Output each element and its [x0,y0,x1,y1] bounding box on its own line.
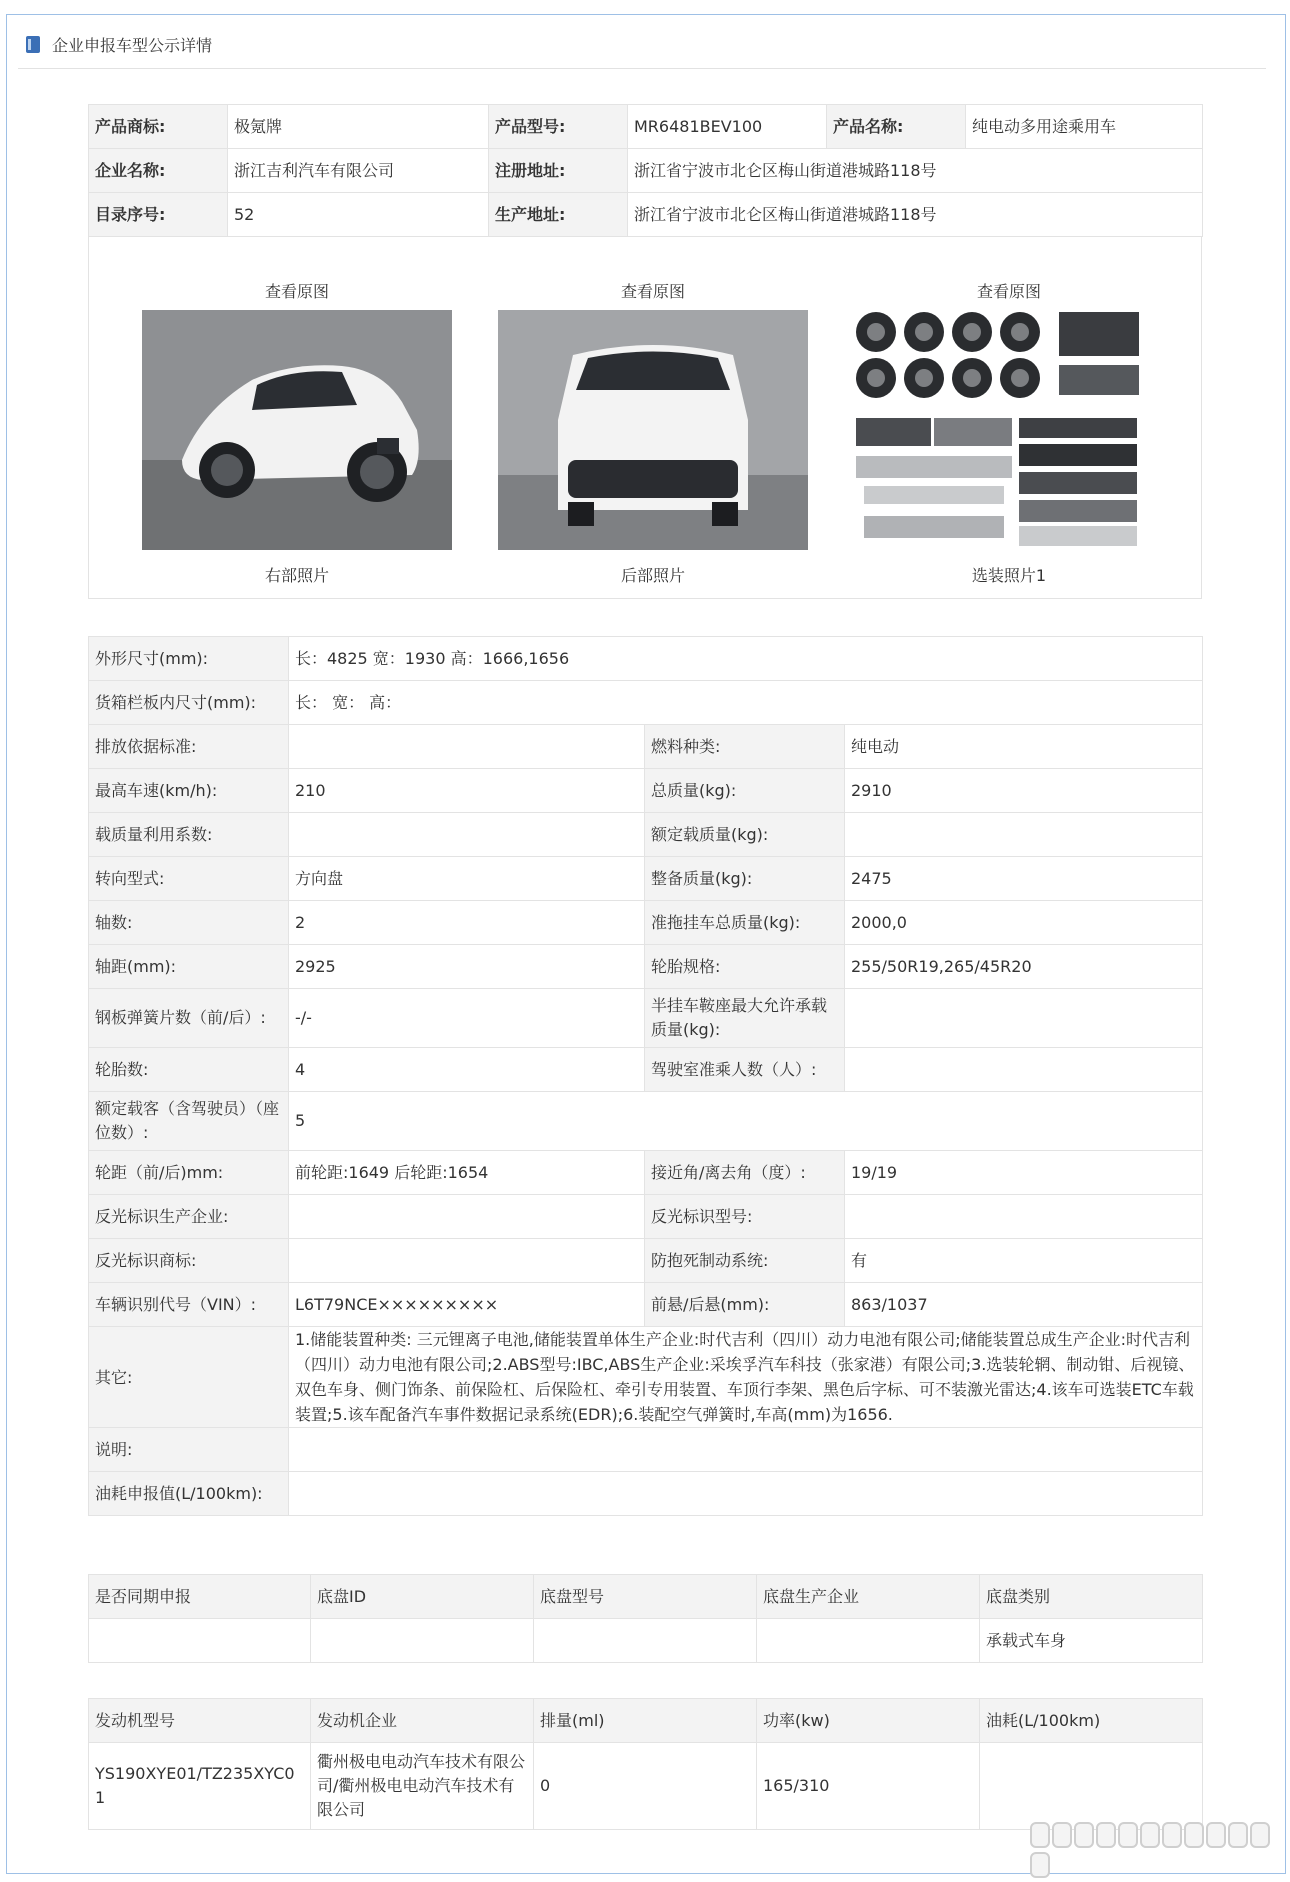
spec-label: 燃料种类: [645,725,845,769]
spec-value: 2910 [845,769,1203,813]
spec-value [845,1048,1203,1092]
prod-address-value: 浙江省宁波市北仑区梅山街道港城路118号 [628,193,1203,237]
cargo-label: 货箱栏板内尺寸(mm): [89,681,289,725]
trademark-label: 产品商标: [89,105,228,149]
chassis-table [88,1574,1203,1663]
column-header: 油耗(L/100km) [980,1699,1203,1743]
spec-value [289,813,645,857]
table-row [89,989,1203,1048]
table-row [89,1743,1203,1830]
section-header [18,22,1266,69]
table-row [89,1472,1203,1516]
product-name-label: 产品名称: [827,105,966,149]
trademark-value: 极氪牌 [228,105,489,149]
spec-label: 防抱死制动系统: [645,1239,845,1283]
photo-caption: 选装照片1 [971,566,1047,585]
company-value: 浙江吉利汽车有限公司 [228,149,489,193]
spec-value: 2925 [289,945,645,989]
catalog-label: 目录序号: [89,193,228,237]
spec-label: 反光标识型号: [645,1195,845,1239]
spec-label: 车辆识别代号（VIN）: [89,1283,289,1327]
column-header: 功率(kw) [757,1699,980,1743]
spec-label: 钢板弹簧片数（前/后）: [89,989,289,1048]
table-cell: 0 [534,1743,757,1830]
spec-value: -/- [289,989,645,1048]
photo-gallery [88,237,1202,599]
spec-value: 863/1037 [845,1283,1203,1327]
spec-label: 最高车速(km/h): [89,769,289,813]
spec-value [289,725,645,769]
spec-value: 4 [289,1048,645,1092]
table-cell [980,1743,1203,1830]
other-value: 1.储能装置种类: 三元锂离子电池,储能装置单体生产企业:时代吉利（四川）动力电池有限公司;储能装置总成生产企业:时代吉利（四川）动力电池有限公司;2.ABS型号:IBC,ABS生产企业:采埃孚汽车科技（张家港）有限公司;3.选装轮辋、制动钳、后视镜、双色车身、侧门饰条、前保险杠、后保险杠、牵引专用装置、车顶行李架、黑色后字标、可不装激光雷达;4.该车可选装ETC车载装置;5.该车配备汽车事件数据记录系统(EDR);6.装配空气弹簧时,车高(mm)为1656. [289,1327,1203,1428]
table-cell [757,1619,980,1663]
engine-table [88,1698,1203,1830]
column-header: 底盘型号 [534,1575,757,1619]
spec-label: 前悬/后悬(mm): [645,1283,845,1327]
table-cell [89,1619,311,1663]
spec-label: 排放依据标准: [89,725,289,769]
spec-label: 转向型式: [89,857,289,901]
table-row [89,1195,1203,1239]
column-header: 底盘类别 [980,1575,1203,1619]
spec-label: 反光标识生产企业: [89,1195,289,1239]
right-side-photo[interactable] [142,310,452,550]
table-row [89,1239,1203,1283]
table-cell: 165/310 [757,1743,980,1830]
spec-value [289,1239,645,1283]
table-row [89,813,1203,857]
table-row [89,1092,1203,1151]
spec-label: 接近角/离去角（度）: [645,1151,845,1195]
spec-value: L6T79NCE××××××××× [289,1283,645,1327]
view-original-link[interactable]: 查看原图 [264,282,329,301]
table-row [89,1619,1203,1663]
spec-table [88,636,1203,1516]
table-cell: YS190XYE01/TZ235XYC01 [89,1743,311,1830]
table-row [89,901,1203,945]
table-row [89,105,1203,149]
spec-value: 前轮距:1649 后轮距:1654 [289,1151,645,1195]
table-row [89,149,1203,193]
reg-address-value: 浙江省宁波市北仑区梅山街道港城路118号 [628,149,1203,193]
dims-label: 外形尺寸(mm): [89,637,289,681]
table-header-row [89,1575,1203,1619]
spec-value [289,1195,645,1239]
prod-address-label: 生产地址: [489,193,628,237]
table-header-row [89,1699,1203,1743]
model-label: 产品型号: [489,105,628,149]
column-header: 发动机型号 [89,1699,311,1743]
spec-value: 2 [289,901,645,945]
table-row [89,1327,1203,1428]
product-name-value: 纯电动多用途乘用车 [966,105,1203,149]
spec-value: 2475 [845,857,1203,901]
fuel-value [289,1472,1203,1516]
spec-label: 半挂车鞍座最大允许承载质量(kg): [645,989,845,1048]
spec-label: 整备质量(kg): [645,857,845,901]
spec-label: 载质量利用系数: [89,813,289,857]
photo-caption: 右部照片 [264,566,329,585]
cargo-value: 长： 宽： 高： [289,681,1203,725]
book-icon [26,36,40,53]
photo-caption: 后部照片 [620,566,685,585]
table-row [89,681,1203,725]
note-label: 说明: [89,1428,289,1472]
page-title: 企业申报车型公示详情 [52,36,213,55]
other-label: 其它: [89,1327,289,1428]
spec-label: 轴数: [89,901,289,945]
seats-value: 5 [289,1092,1203,1151]
table-row [89,769,1203,813]
photo-rear [498,237,808,599]
spec-value: 255/50R19,265/45R20 [845,945,1203,989]
table-row [89,945,1203,989]
table-cell [534,1619,757,1663]
catalog-value: 52 [228,193,489,237]
column-header: 排量(ml) [534,1699,757,1743]
table-row [89,1151,1203,1195]
spec-label: 总质量(kg): [645,769,845,813]
view-original-link[interactable]: 查看原图 [976,282,1041,301]
reg-address-label: 注册地址: [489,149,628,193]
spec-value [845,989,1203,1048]
table-row [89,1283,1203,1327]
option-photo[interactable] [854,310,1164,550]
photo-right [142,237,452,599]
model-value: MR6481BEV100 [628,105,827,149]
spec-value [845,813,1203,857]
spec-label: 驾驶室准乘人数（人）: [645,1048,845,1092]
spec-value: 210 [289,769,645,813]
spec-label: 轮胎数: [89,1048,289,1092]
watermark [1030,1822,1290,1882]
spec-label: 轮胎规格: [645,945,845,989]
spec-value [845,1195,1203,1239]
spec-label: 轮距（前/后)mm: [89,1151,289,1195]
spec-label: 轴距(mm): [89,945,289,989]
column-header: 是否同期申报 [89,1575,311,1619]
photo-option [854,237,1164,599]
spec-label: 准拖挂车总质量(kg): [645,901,845,945]
note-value [289,1428,1203,1472]
view-original-link[interactable]: 查看原图 [620,282,685,301]
table-cell [311,1619,534,1663]
table-row [89,1048,1203,1092]
spec-label: 额定载质量(kg): [645,813,845,857]
spec-label: 反光标识商标: [89,1239,289,1283]
table-row [89,637,1203,681]
table-row [89,1428,1203,1472]
spec-value: 2000,0 [845,901,1203,945]
column-header: 底盘生产企业 [757,1575,980,1619]
spec-value: 19/19 [845,1151,1203,1195]
rear-photo[interactable] [498,310,808,550]
spec-value: 纯电动 [845,725,1203,769]
dims-value: 长：4825 宽：1930 高：1666,1656 [289,637,1203,681]
table-row [89,193,1203,237]
company-label: 企业名称: [89,149,228,193]
column-header: 底盘ID [311,1575,534,1619]
column-header: 发动机企业 [311,1699,534,1743]
spec-value: 有 [845,1239,1203,1283]
seats-label: 额定载客（含驾驶员）（座位数）: [89,1092,289,1151]
table-cell: 衢州极电电动汽车技术有限公司/衢州极电电动汽车技术有限公司 [311,1743,534,1830]
table-row [89,857,1203,901]
basic-info-table [88,104,1203,237]
spec-value: 方向盘 [289,857,645,901]
fuel-label: 油耗申报值(L/100km): [89,1472,289,1516]
table-cell: 承载式车身 [980,1619,1203,1663]
table-row [89,725,1203,769]
